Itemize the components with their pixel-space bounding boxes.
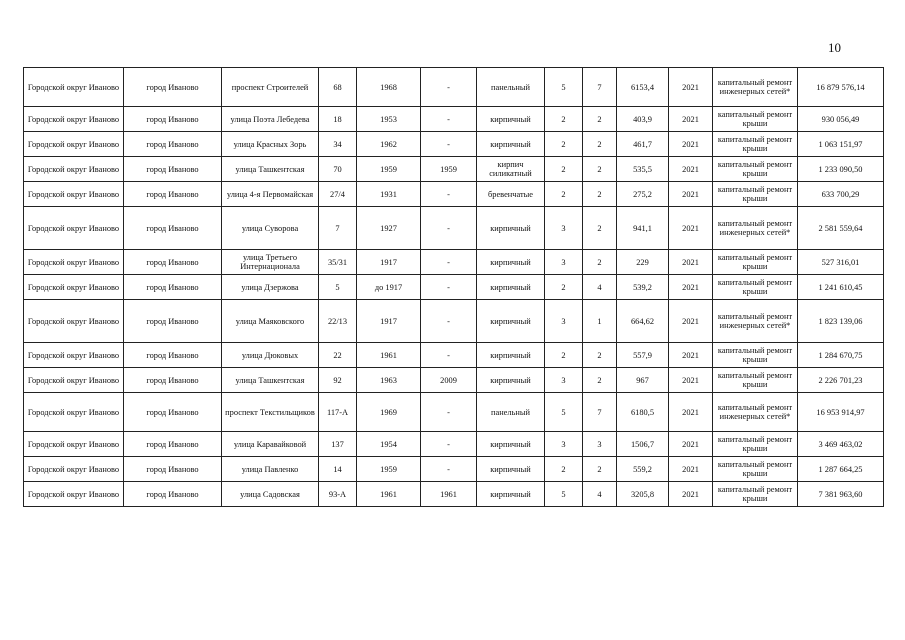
- table-row: [24, 68, 884, 107]
- floors-cell: 5: [545, 68, 583, 107]
- reconstruction-year-cell: -: [421, 457, 477, 482]
- district-cell: Городской округ Иваново: [24, 300, 124, 343]
- page-number: 10: [828, 40, 841, 55]
- entrances-cell: 3: [583, 432, 617, 457]
- entrances-cell: 4: [583, 275, 617, 300]
- build-year-cell: 1968: [357, 68, 421, 107]
- street-cell: улица Ташкентская: [222, 368, 319, 393]
- city-cell: город Иваново: [124, 432, 222, 457]
- cost-cell: 16 953 914,97: [798, 393, 884, 432]
- area-cell: 664,62: [617, 300, 669, 343]
- floors-cell: 3: [545, 207, 583, 250]
- street-cell: улица Маяковского: [222, 300, 319, 343]
- floors-cell: 3: [545, 432, 583, 457]
- cost-cell: 1 284 670,75: [798, 343, 884, 368]
- floors-cell: 2: [545, 157, 583, 182]
- floors-cell: 2: [545, 457, 583, 482]
- wall-material-cell: кирпичный: [477, 107, 545, 132]
- plan-year-cell: 2021: [669, 482, 713, 507]
- house-number-cell: 137: [319, 432, 357, 457]
- table-row: [24, 457, 884, 482]
- plan-year-cell: 2021: [669, 343, 713, 368]
- district-cell: Городской округ Иваново: [24, 107, 124, 132]
- work-type-cell: капитальный ремонт крыши: [713, 157, 798, 182]
- house-number-cell: 18: [319, 107, 357, 132]
- entrances-cell: 7: [583, 68, 617, 107]
- work-type-cell: капитальный ремонт крыши: [713, 368, 798, 393]
- reconstruction-year-cell: -: [421, 393, 477, 432]
- district-cell: Городской округ Иваново: [24, 432, 124, 457]
- city-cell: город Иваново: [124, 207, 222, 250]
- district-cell: Городской округ Иваново: [24, 457, 124, 482]
- street-cell: улица 4-я Первомайская: [222, 182, 319, 207]
- area-cell: 967: [617, 368, 669, 393]
- table-row: [24, 300, 884, 343]
- street-cell: улица Каравайковой: [222, 432, 319, 457]
- street-cell: улица Поэта Лебедева: [222, 107, 319, 132]
- plan-year-cell: 2021: [669, 250, 713, 275]
- table-body: [24, 68, 884, 507]
- build-year-cell: 1962: [357, 132, 421, 157]
- floors-cell: 2: [545, 132, 583, 157]
- street-cell: улица Садовская: [222, 482, 319, 507]
- wall-material-cell: кирпич силикатный: [477, 157, 545, 182]
- wall-material-cell: панельный: [477, 393, 545, 432]
- build-year-cell: 1953: [357, 107, 421, 132]
- table-row: [24, 393, 884, 432]
- entrances-cell: 2: [583, 457, 617, 482]
- area-cell: 6180,5: [617, 393, 669, 432]
- build-year-cell: 1959: [357, 457, 421, 482]
- cost-cell: 7 381 963,60: [798, 482, 884, 507]
- floors-cell: 3: [545, 368, 583, 393]
- house-number-cell: 34: [319, 132, 357, 157]
- floors-cell: 2: [545, 107, 583, 132]
- street-cell: проспект Строителей: [222, 68, 319, 107]
- entrances-cell: 2: [583, 368, 617, 393]
- district-cell: Городской округ Иваново: [24, 393, 124, 432]
- work-type-cell: капитальный ремонт крыши: [713, 482, 798, 507]
- city-cell: город Иваново: [124, 107, 222, 132]
- area-cell: 559,2: [617, 457, 669, 482]
- work-type-cell: капитальный ремонт крыши: [713, 107, 798, 132]
- floors-cell: 2: [545, 182, 583, 207]
- cost-cell: 16 879 576,14: [798, 68, 884, 107]
- reconstruction-year-cell: -: [421, 207, 477, 250]
- wall-material-cell: кирпичный: [477, 457, 545, 482]
- reconstruction-year-cell: 2009: [421, 368, 477, 393]
- cost-cell: 1 823 139,06: [798, 300, 884, 343]
- street-cell: улица Ташкентская: [222, 157, 319, 182]
- area-cell: 6153,4: [617, 68, 669, 107]
- house-number-cell: 14: [319, 457, 357, 482]
- cost-cell: 1 063 151,97: [798, 132, 884, 157]
- area-cell: 275,2: [617, 182, 669, 207]
- city-cell: город Иваново: [124, 250, 222, 275]
- cost-cell: 1 287 664,25: [798, 457, 884, 482]
- house-number-cell: 93-А: [319, 482, 357, 507]
- district-cell: Городской округ Иваново: [24, 368, 124, 393]
- cost-cell: 3 469 463,02: [798, 432, 884, 457]
- street-cell: улица Красных Зорь: [222, 132, 319, 157]
- reconstruction-year-cell: -: [421, 250, 477, 275]
- city-cell: город Иваново: [124, 343, 222, 368]
- entrances-cell: 2: [583, 207, 617, 250]
- reconstruction-year-cell: -: [421, 107, 477, 132]
- district-cell: Городской округ Иваново: [24, 343, 124, 368]
- entrances-cell: 2: [583, 107, 617, 132]
- house-number-cell: 68: [319, 68, 357, 107]
- floors-cell: 3: [545, 300, 583, 343]
- plan-year-cell: 2021: [669, 457, 713, 482]
- city-cell: город Иваново: [124, 457, 222, 482]
- plan-year-cell: 2021: [669, 68, 713, 107]
- housing-renovation-table: [23, 67, 884, 507]
- plan-year-cell: 2021: [669, 368, 713, 393]
- entrances-cell: 4: [583, 482, 617, 507]
- area-cell: 941,1: [617, 207, 669, 250]
- street-cell: улица Суворова: [222, 207, 319, 250]
- reconstruction-year-cell: -: [421, 132, 477, 157]
- street-cell: улица Дюковых: [222, 343, 319, 368]
- street-cell: проспект Текстильщиков: [222, 393, 319, 432]
- district-cell: Городской округ Иваново: [24, 482, 124, 507]
- work-type-cell: капитальный ремонт крыши: [713, 132, 798, 157]
- wall-material-cell: кирпичный: [477, 300, 545, 343]
- district-cell: Городской округ Иваново: [24, 132, 124, 157]
- entrances-cell: 1: [583, 300, 617, 343]
- district-cell: Городской округ Иваново: [24, 157, 124, 182]
- floors-cell: 2: [545, 343, 583, 368]
- entrances-cell: 2: [583, 250, 617, 275]
- table-row: [24, 132, 884, 157]
- house-number-cell: 117-А: [319, 393, 357, 432]
- district-cell: Городской округ Иваново: [24, 275, 124, 300]
- wall-material-cell: кирпичный: [477, 132, 545, 157]
- reconstruction-year-cell: -: [421, 182, 477, 207]
- house-number-cell: 70: [319, 157, 357, 182]
- work-type-cell: капитальный ремонт крыши: [713, 457, 798, 482]
- district-cell: Городской округ Иваново: [24, 207, 124, 250]
- cost-cell: 527 316,01: [798, 250, 884, 275]
- area-cell: 3205,8: [617, 482, 669, 507]
- entrances-cell: 7: [583, 393, 617, 432]
- table-row: [24, 207, 884, 250]
- entrances-cell: 2: [583, 182, 617, 207]
- build-year-cell: 1963: [357, 368, 421, 393]
- table-row: [24, 432, 884, 457]
- reconstruction-year-cell: -: [421, 432, 477, 457]
- wall-material-cell: кирпичный: [477, 343, 545, 368]
- plan-year-cell: 2021: [669, 182, 713, 207]
- plan-year-cell: 2021: [669, 132, 713, 157]
- build-year-cell: 1959: [357, 157, 421, 182]
- table-row: [24, 250, 884, 275]
- city-cell: город Иваново: [124, 68, 222, 107]
- city-cell: город Иваново: [124, 275, 222, 300]
- district-cell: Городской округ Иваново: [24, 182, 124, 207]
- floors-cell: 3: [545, 250, 583, 275]
- city-cell: город Иваново: [124, 300, 222, 343]
- build-year-cell: до 1917: [357, 275, 421, 300]
- reconstruction-year-cell: 1961: [421, 482, 477, 507]
- street-cell: улица Павленко: [222, 457, 319, 482]
- floors-cell: 2: [545, 275, 583, 300]
- work-type-cell: капитальный ремонт крыши: [713, 432, 798, 457]
- wall-material-cell: кирпичный: [477, 482, 545, 507]
- cost-cell: 2 581 559,64: [798, 207, 884, 250]
- reconstruction-year-cell: -: [421, 343, 477, 368]
- table-row: [24, 275, 884, 300]
- wall-material-cell: кирпичный: [477, 275, 545, 300]
- reconstruction-year-cell: 1959: [421, 157, 477, 182]
- work-type-cell: капитальный ремонт инженерных сетей*: [713, 207, 798, 250]
- wall-material-cell: бревенчатые: [477, 182, 545, 207]
- area-cell: 539,2: [617, 275, 669, 300]
- floors-cell: 5: [545, 393, 583, 432]
- wall-material-cell: кирпичный: [477, 432, 545, 457]
- plan-year-cell: 2021: [669, 432, 713, 457]
- work-type-cell: капитальный ремонт крыши: [713, 343, 798, 368]
- work-type-cell: капитальный ремонт крыши: [713, 250, 798, 275]
- table-row: [24, 157, 884, 182]
- work-type-cell: капитальный ремонт инженерных сетей*: [713, 300, 798, 343]
- wall-material-cell: панельный: [477, 68, 545, 107]
- plan-year-cell: 2021: [669, 300, 713, 343]
- area-cell: 403,9: [617, 107, 669, 132]
- house-number-cell: 35/31: [319, 250, 357, 275]
- city-cell: город Иваново: [124, 482, 222, 507]
- cost-cell: 2 226 701,23: [798, 368, 884, 393]
- reconstruction-year-cell: -: [421, 275, 477, 300]
- table-row: [24, 368, 884, 393]
- area-cell: 557,9: [617, 343, 669, 368]
- plan-year-cell: 2021: [669, 393, 713, 432]
- district-cell: Городской округ Иваново: [24, 68, 124, 107]
- wall-material-cell: кирпичный: [477, 368, 545, 393]
- build-year-cell: 1954: [357, 432, 421, 457]
- work-type-cell: капитальный ремонт крыши: [713, 275, 798, 300]
- cost-cell: 633 700,29: [798, 182, 884, 207]
- table-row: [24, 182, 884, 207]
- house-number-cell: 22: [319, 343, 357, 368]
- table-row: [24, 343, 884, 368]
- house-number-cell: 27/4: [319, 182, 357, 207]
- house-number-cell: 5: [319, 275, 357, 300]
- reconstruction-year-cell: -: [421, 300, 477, 343]
- table-row: [24, 482, 884, 507]
- build-year-cell: 1969: [357, 393, 421, 432]
- plan-year-cell: 2021: [669, 157, 713, 182]
- build-year-cell: 1927: [357, 207, 421, 250]
- plan-year-cell: 2021: [669, 275, 713, 300]
- entrances-cell: 2: [583, 132, 617, 157]
- build-year-cell: 1917: [357, 250, 421, 275]
- cost-cell: 930 056,49: [798, 107, 884, 132]
- build-year-cell: 1961: [357, 482, 421, 507]
- city-cell: город Иваново: [124, 393, 222, 432]
- cost-cell: 1 241 610,45: [798, 275, 884, 300]
- work-type-cell: капитальный ремонт крыши: [713, 182, 798, 207]
- work-type-cell: капитальный ремонт инженерных сетей*: [713, 393, 798, 432]
- plan-year-cell: 2021: [669, 107, 713, 132]
- area-cell: 229: [617, 250, 669, 275]
- reconstruction-year-cell: -: [421, 68, 477, 107]
- area-cell: 535,5: [617, 157, 669, 182]
- house-number-cell: 22/13: [319, 300, 357, 343]
- city-cell: город Иваново: [124, 157, 222, 182]
- plan-year-cell: 2021: [669, 207, 713, 250]
- wall-material-cell: кирпичный: [477, 207, 545, 250]
- build-year-cell: 1931: [357, 182, 421, 207]
- wall-material-cell: кирпичный: [477, 250, 545, 275]
- work-type-cell: капитальный ремонт инженерных сетей*: [713, 68, 798, 107]
- table-row: [24, 107, 884, 132]
- entrances-cell: 2: [583, 343, 617, 368]
- area-cell: 461,7: [617, 132, 669, 157]
- street-cell: улица Дзержова: [222, 275, 319, 300]
- entrances-cell: 2: [583, 157, 617, 182]
- build-year-cell: 1917: [357, 300, 421, 343]
- city-cell: город Иваново: [124, 368, 222, 393]
- city-cell: город Иваново: [124, 132, 222, 157]
- house-number-cell: 92: [319, 368, 357, 393]
- cost-cell: 1 233 090,50: [798, 157, 884, 182]
- city-cell: город Иваново: [124, 182, 222, 207]
- floors-cell: 5: [545, 482, 583, 507]
- street-cell: улица Третьего Интернационала: [222, 250, 319, 275]
- house-number-cell: 7: [319, 207, 357, 250]
- district-cell: Городской округ Иваново: [24, 250, 124, 275]
- build-year-cell: 1961: [357, 343, 421, 368]
- area-cell: 1506,7: [617, 432, 669, 457]
